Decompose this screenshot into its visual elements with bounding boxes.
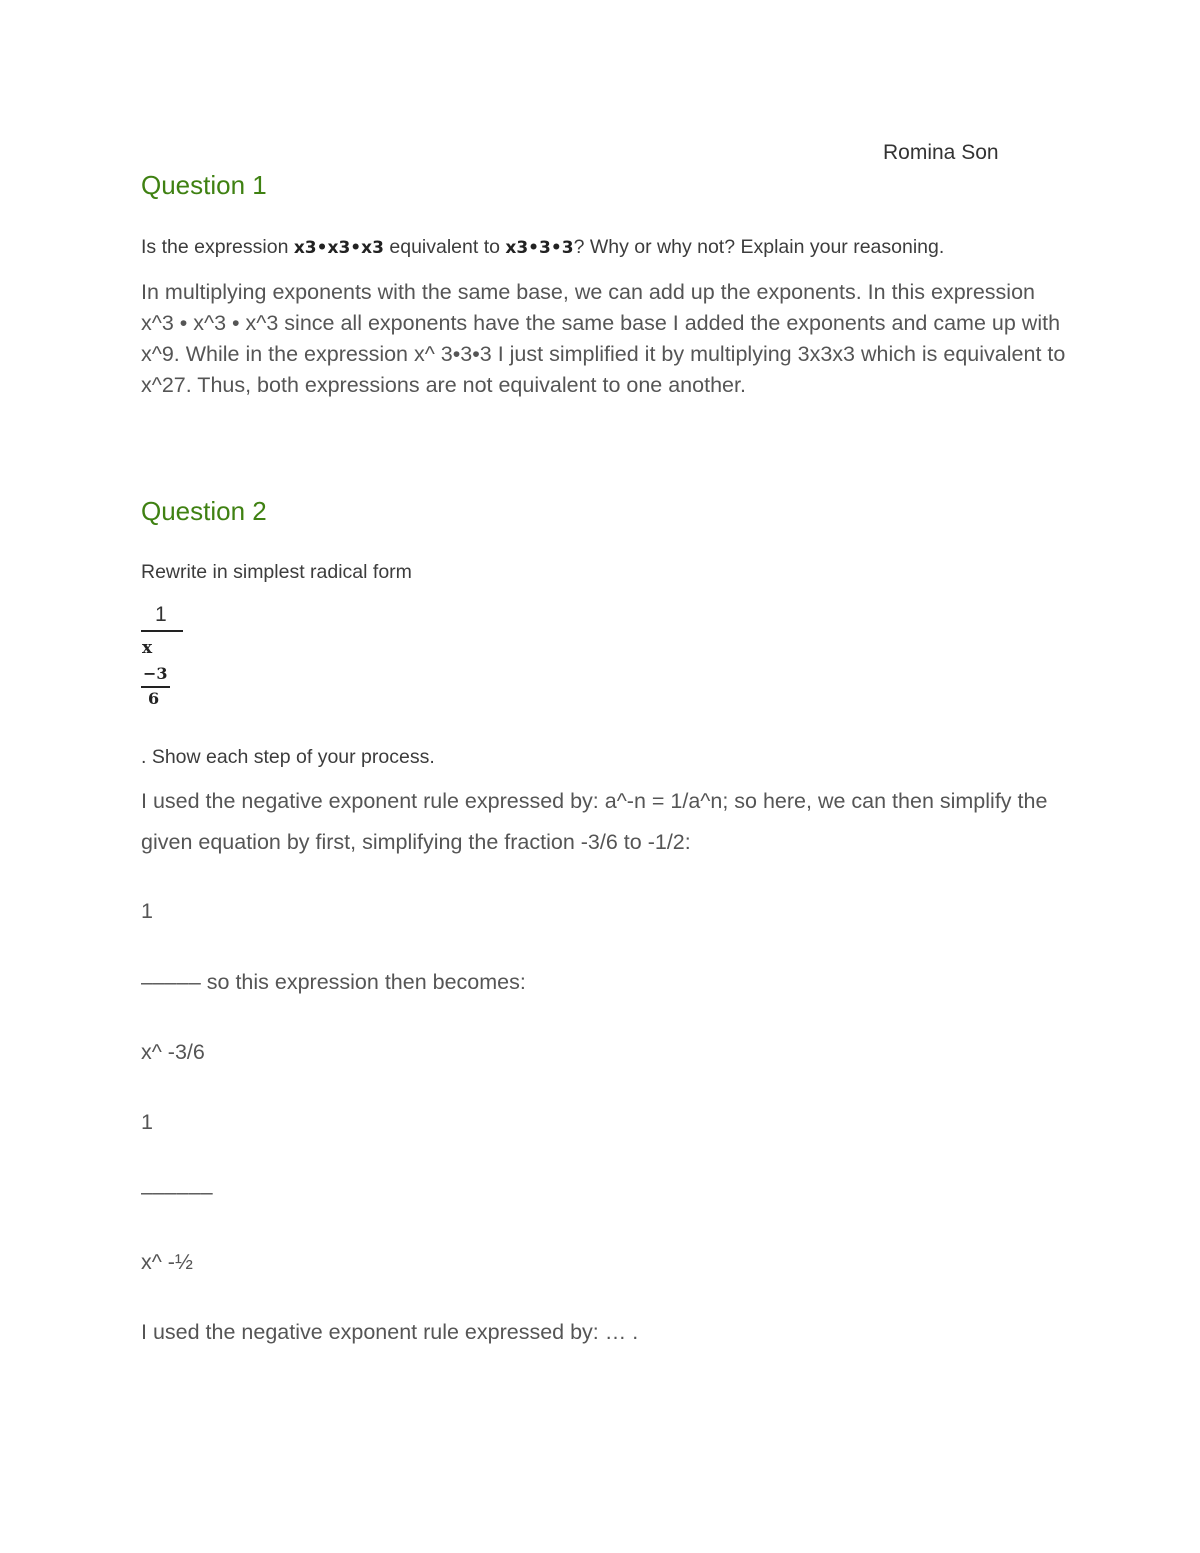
question-2-final: I used the negative exponent rule expressed by: … . [141,1320,639,1344]
author-name: Romina Son [883,141,999,164]
question-2-answer: I used the negative exponent rule expressed by: a^-n = 1/a^n; so here, we can then simplify the given equation by first, simplifying the fraction -3/6 to -1/2: [141,789,1048,854]
fraction-bar [141,630,183,632]
question-2-prompt: Rewrite in simplest radical form [141,561,412,583]
step-numerator-1: 1 [141,899,153,923]
question-1-title: Question 1 [141,170,267,200]
prompt-mid: equivalent to [383,236,506,258]
fraction-base: x [142,638,153,658]
step-divider-1: ––––– so this expression then becomes: [141,970,526,994]
exponent-fraction-bar [141,686,170,688]
step-expression-2: x^ -½ [141,1250,193,1274]
prompt-lead: Is the expression [141,236,294,258]
prompt-tail: ? Why or why not? Explain your reasoning. [573,236,945,258]
question-2-title: Question 2 [141,496,267,526]
step-expression-1: x^ -3/6 [141,1040,205,1064]
prompt-expression-1: x3•x3•x3 [293,238,384,258]
exponent-denominator: 6 [148,689,160,708]
step-numerator-2: 1 [141,1110,153,1134]
fraction-numerator: 1 [155,603,167,626]
question-1-prompt [141,236,944,259]
question-2-prompt-tail: . Show each step of your process. [141,746,435,768]
prompt-expression-2: x3•3•3 [505,238,574,258]
question-1-answer: In multiplying exponents with the same base, we can add up the exponents. In this expression x^3 • x^3 • x^3 since all exponents have the same base I added the exponents and came up with x^9. While in the expression x^ 3•3•3 I just simplified it by multiplying 3x3x3 which is equivalent to x^27. Thus, both expressions are not equivalent to one another. [141,280,1066,397]
exponent-numerator: −3 [143,664,168,683]
step-divider-2: –––––– [141,1180,213,1204]
